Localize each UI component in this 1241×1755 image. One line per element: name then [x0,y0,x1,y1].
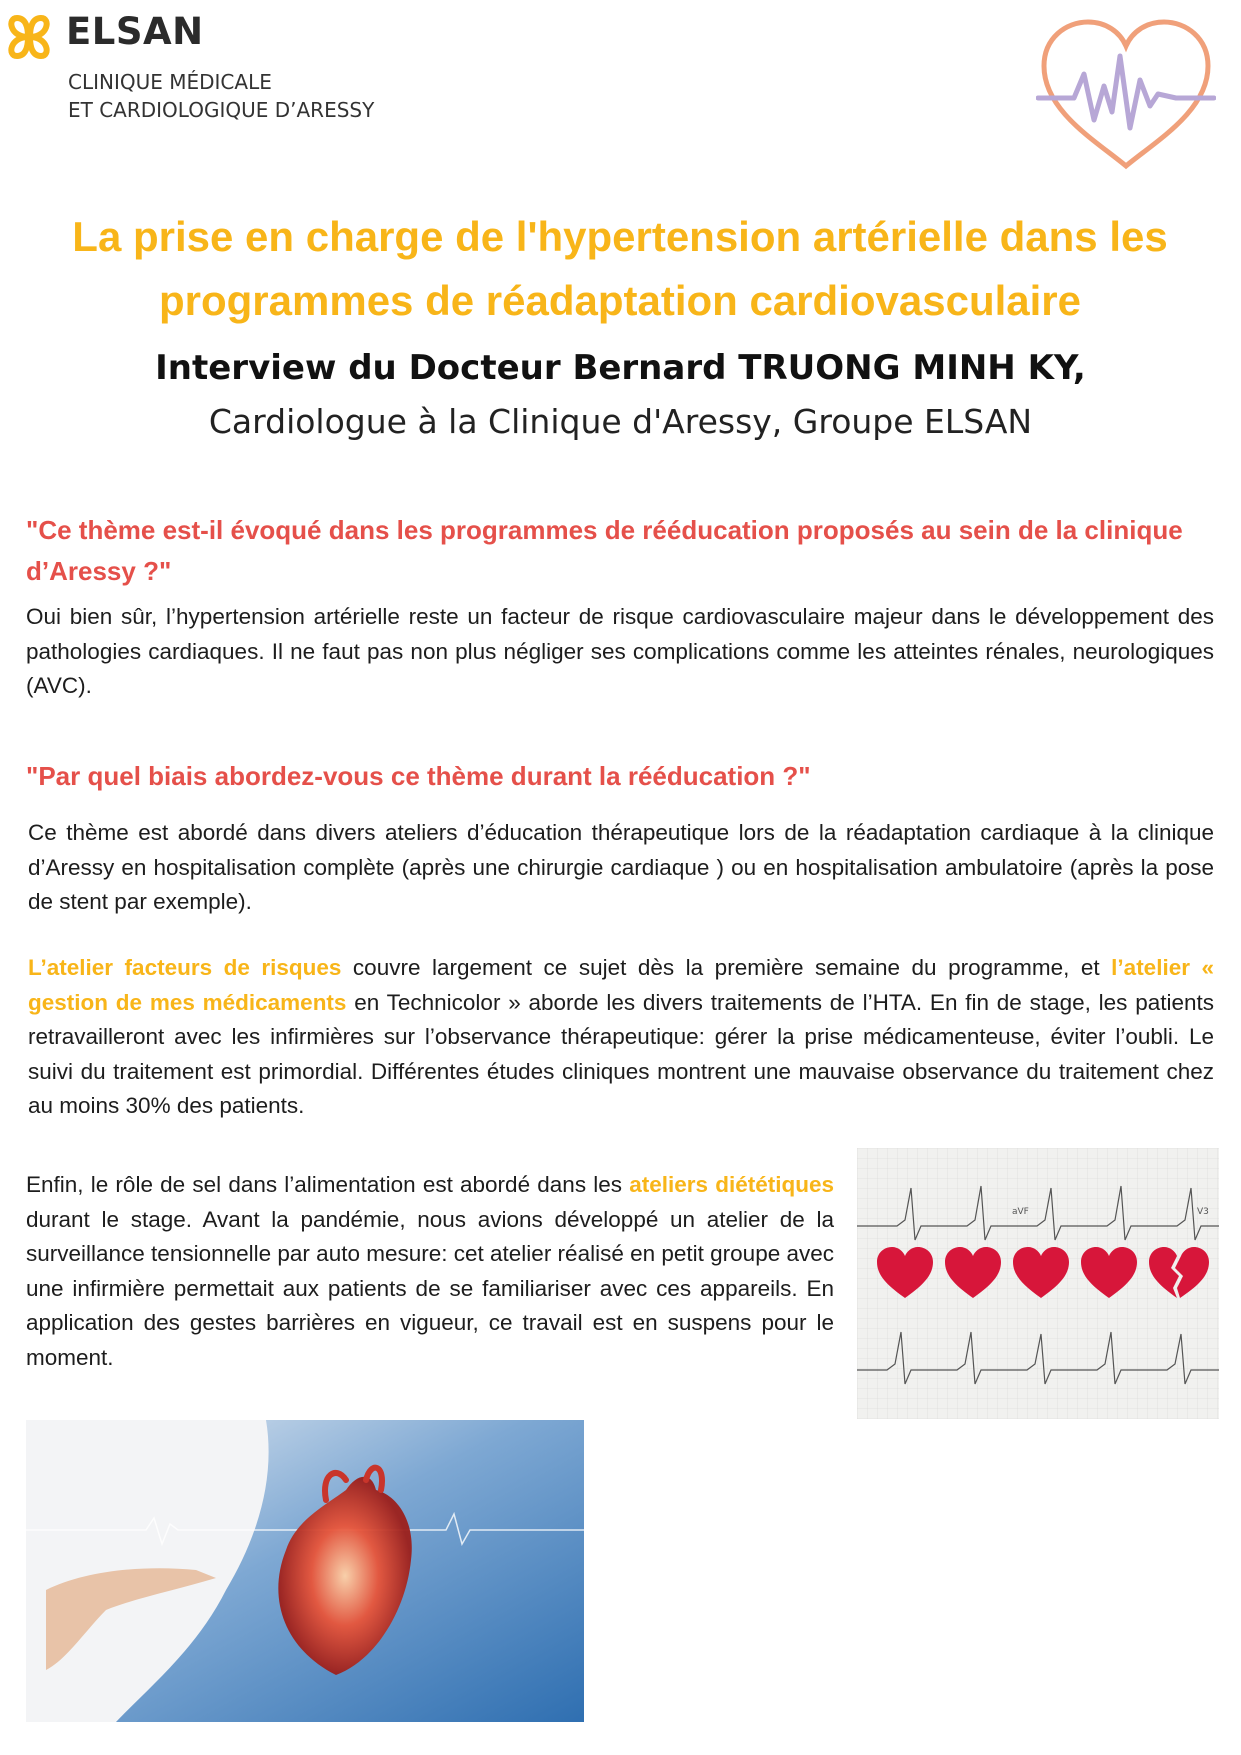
interview-subtitle: Interview du Docteur Bernard TRUONG MINH KY, [155,348,1086,388]
answer-2-paragraph-1: Ce thème est abordé dans divers ateliers d’éducation thérapeutique lors de la réadaptation cardiaque à la clinique d’Aressy en hospitalisation complète (après une chirurgie cardiaque ) ou en hospitalisation ambulatoire (après la pose de stent par exemple). [28,820,1214,914]
interviewee-role: Cardiologue à la Clinique d'Aressy, Groupe ELSAN [208,402,1033,441]
page-title-line2: programmes de réadaptation cardiovasculaire [158,277,1081,324]
paragraph-text: Enfin, le rôle de sel dans l’alimentation est abordé dans les [26,1172,630,1197]
doctor-heart-illustration [26,1420,584,1722]
paragraph-text: durant le stage. Avant la pandémie, nous avions développé un atelier de la surveillance tensionnelle par auto mesure: cet atelier réalisé en petit groupe avec une infirmière permettait aux patients de se familiariser avec ces appareils. En application des gestes barrières en vigueur, ce travail est en suspens pour le moment. [26,1206,834,1370]
ecg-lead-label: V3 [1197,1207,1209,1217]
page-title [20,205,1220,333]
highlight-atelier-risques: L’atelier facteurs de risques [28,955,342,980]
highlight-ateliers-dietetiques: ateliers diététiques [629,1172,834,1197]
answer-1: Oui bien sûr, l’hypertension artérielle reste un facteur de risque cardiovasculaire majeur dans le développement des pathologies cardiaques. Il ne faut pas non plus négliger ses complications comme les atteintes rénales, neurologiques (AVC). [26,604,1214,698]
ecg-lead-label: aVF [1012,1207,1029,1217]
paragraph-text: en Technicolor » aborde les divers traitements de l’HTA. En fin de stage, les patients retravailleront avec les infirmières sur l’observance thérapeutique: gérer la prise médicamenteuse, éviter l’oubli. Le suivi du traitement est primordial. Différentes études cliniques montrent une mauvaise observance du traitement chez au moins 30% des patients. [28,989,1215,1118]
answer-2-paragraph-3 [26,1168,834,1375]
brand-name: ELSAN [66,10,204,53]
clinic-name-line1: CLINIQUE MÉDICALE [68,70,272,94]
highlight-atelier-medicaments: l’atelier « gestion de mes médicaments [28,955,1214,1015]
elsan-logo-icon [4,14,54,60]
clinic-name-line2: ET CARDIOLOGIQUE D’ARESSY [68,98,375,122]
doctor-heart-hologram-image [26,1420,584,1722]
ecg-hearts-image [857,1148,1219,1419]
paragraph-text: couvre largement ce sujet dès la première semaine du programme, et [341,955,1112,980]
ecg-hearts-illustration [857,1148,1219,1419]
question-2: "Par quel biais abordez-vous ce thème durant la rééducation ?" [26,761,811,791]
question-1: "Ce thème est-il évoqué dans les programmes de rééducation proposés au sein de la clinique d’Aressy ?" [26,515,1183,586]
heart-pulse-icon [1036,16,1216,174]
page-title-line1: La prise en charge de l'hypertension artérielle dans les [72,213,1168,260]
answer-2-paragraph-2 [28,951,1214,1124]
